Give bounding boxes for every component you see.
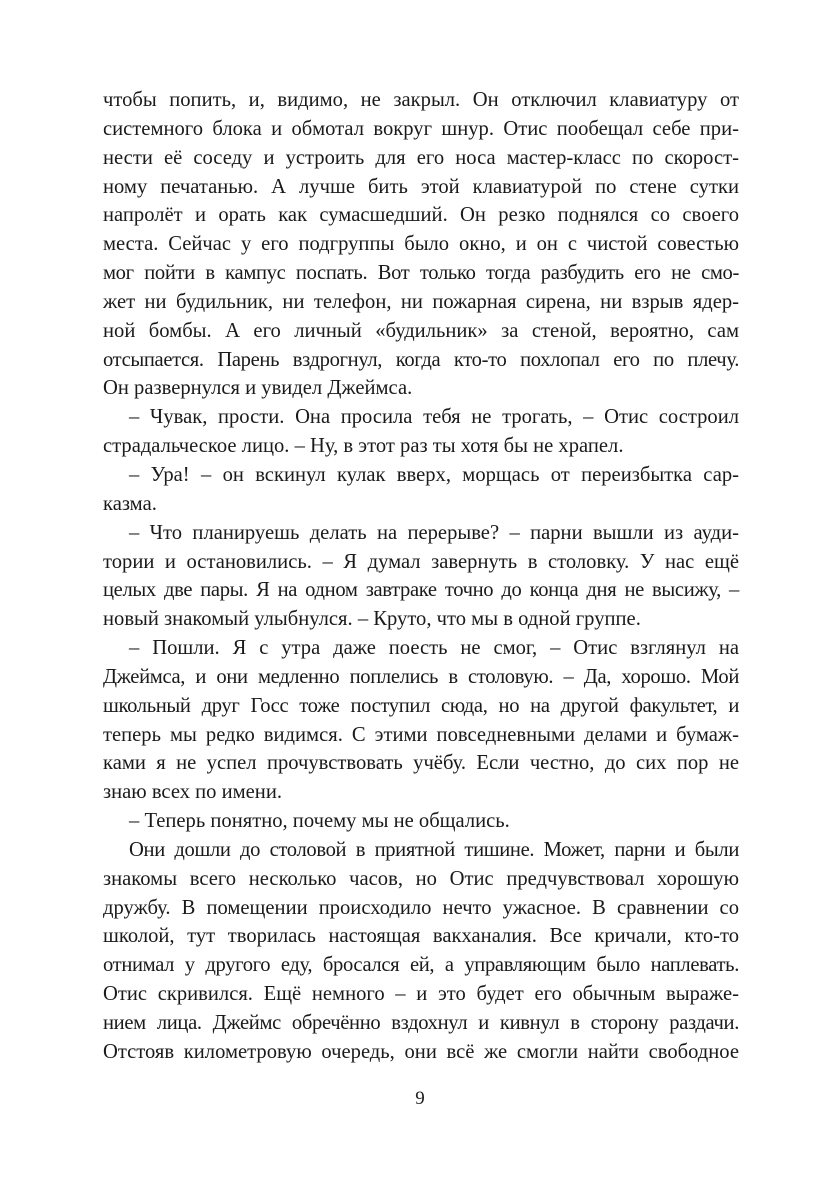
text-line: знакомы всего несколько часов, но Отис предчувствовал хорошую <box>103 867 739 890</box>
text-line: ками я не успел прочувствовать учёбу. Если честно, до сих пор не <box>103 752 739 775</box>
text-line: Джеймса, и они медленно поплелись в столовую. – Да, хорошо. Мой <box>103 665 739 688</box>
text-line: мог пойти в кампус поспать. Вот только тогда разбудить его не смо- <box>103 262 739 285</box>
page-number: 9 <box>415 1088 425 1109</box>
text-line: напролёт и орать как сумасшедший. Он резко поднялся со своего <box>103 204 739 227</box>
text-line: Отис скривился. Ещё немного – и это будет его обычным выраже- <box>103 983 739 1006</box>
text-line: – Теперь понятно, почему мы не общались. <box>129 810 510 833</box>
text-line: системного блока и обмотал вокруг шнур. Отис пообещал себе при- <box>103 117 739 140</box>
text-line: нести её соседу и устроить для его носа мастер-класс по скорост- <box>103 146 739 169</box>
text-line: – Пошли. Я с утра даже поесть не смог, – Отис взглянул на <box>129 637 739 660</box>
text-line: новый знакомый улыбнулся. – Круто, что мы в одной группе. <box>103 608 641 631</box>
text-line: Они дошли до столовой в приятной тишине. Может, парни и были <box>129 838 739 861</box>
page-body-text <box>103 86 739 1067</box>
text-line: страдальческое лицо. – Ну, в этот раз ты хотя бы не храпел. <box>103 435 624 458</box>
text-line: жет ни будильник, ни телефон, ни пожарная сирена, ни взрыв ядер- <box>103 290 739 313</box>
text-line: Отстояв километровую очередь, они всё же смогли найти свободное <box>103 1040 739 1063</box>
text-line: целых две пары. Я на одном завтраке точно до конца дня не высижу, – <box>103 579 739 602</box>
text-line: теперь мы редко видимся. С этими повседневными делами и бумаж- <box>103 723 739 746</box>
text-line: нием лица. Джеймс обречённо вздохнул и кивнул в сторону раздачи. <box>103 1012 739 1034</box>
text-line: – Что планируешь делать на перерыве? – парни вышли из ауди- <box>129 521 739 544</box>
text-line: ной бомбы. А его личный «будильник» за стеной, вероятно, сам <box>103 319 739 342</box>
text-line: – Ура! – он вскинул кулак вверх, морщась от переизбытка сар- <box>129 463 739 486</box>
text-line: чтобы попить, и, видимо, не закрыл. Он отключил клавиатуру от <box>103 89 739 111</box>
text-line: школой, тут творилась настоящая вакханалия. Все кричали, кто-то <box>103 925 739 948</box>
text-line: места. Сейчас у его подгруппы было окно, и он с чистой совестью <box>103 233 739 256</box>
text-line: ному печатанью. А лучше бить этой клавиатурой по стене сутки <box>103 175 739 198</box>
text-line: Он развернулся и увидел Джеймса. <box>103 377 413 400</box>
text-line: знаю всех по имени. <box>103 781 282 804</box>
text-line: школьный друг Госс тоже поступил сюда, но на другой факультет, и <box>103 694 739 717</box>
text-line: тории и остановились. – Я думал завернуть в столовку. У нас ещё <box>103 550 739 573</box>
text-line: – Чувак, прости. Она просила тебя не трогать, – Отис состроил <box>129 406 739 429</box>
text-line: отнимал у другого еду, бросался ей, а управляющим было наплевать. <box>103 954 739 977</box>
text-line: казма. <box>103 492 157 515</box>
text-line: отсыпается. Парень вздрогнул, когда кто-то похлопал его по плечу. <box>103 348 739 371</box>
text-line: дружбу. В помещении происходило нечто ужасное. В сравнении со <box>103 896 739 919</box>
